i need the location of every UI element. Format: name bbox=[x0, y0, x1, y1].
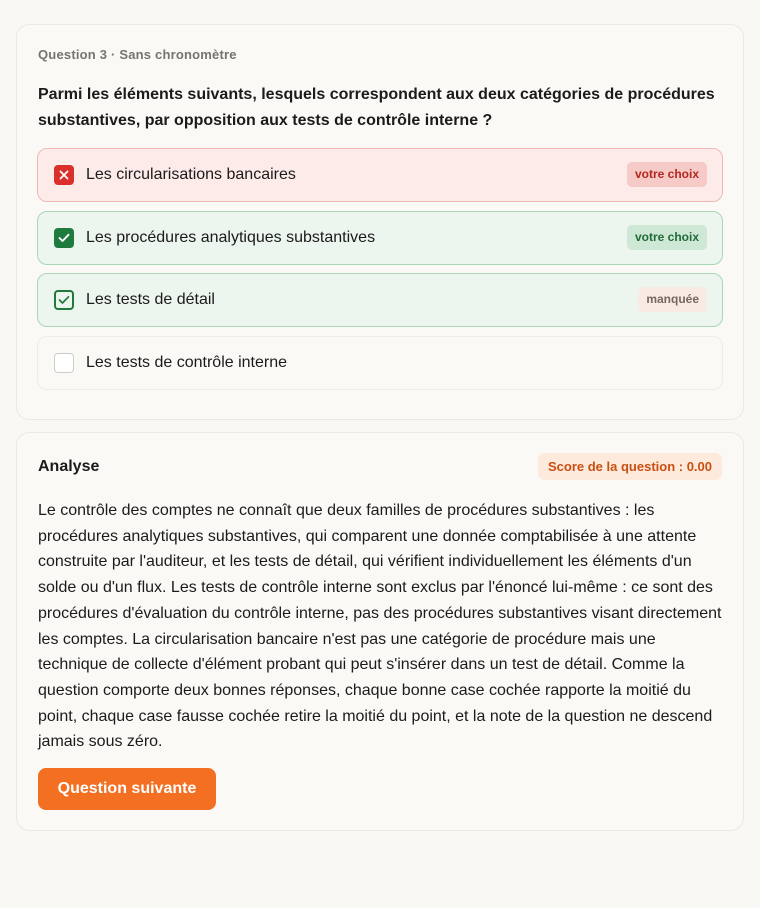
option-missed[interactable] bbox=[37, 273, 723, 327]
missed-badge: manquée bbox=[638, 287, 707, 312]
option-label: Les procédures analytiques substantives bbox=[86, 229, 376, 246]
x-icon bbox=[54, 165, 74, 185]
score-badge: Score de la question : 0.00 bbox=[538, 453, 722, 480]
choice-badge: votre choix bbox=[627, 162, 707, 187]
option-correct[interactable] bbox=[37, 211, 723, 265]
option-wrong[interactable] bbox=[37, 148, 723, 202]
option-unselected[interactable] bbox=[37, 336, 723, 390]
analysis-text: Le contrôle des comptes ne connaît que deux familles de procédures substantives : les procédures analytiques substantives, qui comparent une donnée comptabilisée à une attente construite par l'auditeur, et les tests de détail, qui vérifient individuellement les éléments d'un solde ou d'un flux. Les tests de contrôle interne sont exclus par l'énoncé lui-même : ce sont des procédures d'évaluation du contrôle interne, pas des procédures substantives visant directement les comptes. La circularisation bancaire n'est pas une catégorie de procédure mais une technique de collecte d'élément probant qui peut s'insérer dans un test de détail. Comme la question comporte deux bonnes réponses, chaque bonne case cochée rapporte la moitié du point, chaque case fausse cochée retire la moitié du point, et la note de la question ne descend jamais sous zéro. bbox=[38, 502, 722, 751]
question-card bbox=[16, 24, 744, 420]
empty-checkbox-icon bbox=[54, 353, 74, 373]
option-label: Les tests de contrôle interne bbox=[86, 354, 288, 371]
option-label: Les tests de détail bbox=[86, 291, 215, 308]
analysis-title: Analyse bbox=[38, 458, 100, 475]
analysis-card bbox=[16, 432, 744, 831]
question-meta: Question 3 · Sans chronomètre bbox=[38, 47, 237, 62]
choice-badge: votre choix bbox=[627, 225, 707, 250]
next-question-button[interactable]: Question suivante bbox=[38, 768, 216, 810]
question-text: Parmi les éléments suivants, lesquels correspondent aux deux catégories de procédures substantives, par opposition aux tests de contrôle interne ? bbox=[38, 86, 715, 129]
option-label: Les circularisations bancaires bbox=[86, 166, 296, 183]
check-outline-icon bbox=[54, 290, 74, 310]
check-icon bbox=[54, 228, 74, 248]
